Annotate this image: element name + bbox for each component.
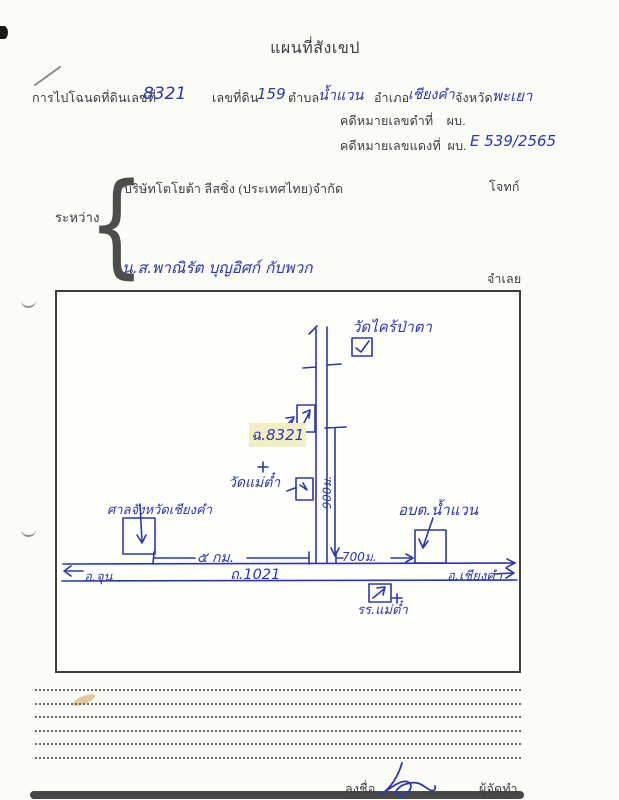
sao-arrow-shaft (423, 518, 433, 547)
courthouse-box (123, 518, 155, 554)
province-value: พะเยา (492, 87, 533, 105)
direction-west-label: อ.จุน (84, 570, 113, 585)
distance-900m-label: 900ม. (320, 475, 334, 509)
defendant-role-label: จำเลย (487, 272, 522, 286)
label-province: จังหวัด (455, 91, 493, 105)
label-subdistrict: ตำบล (288, 91, 320, 105)
deed-number-value: 8321 (143, 84, 187, 104)
sign-label: ลงชื่อ (345, 782, 376, 796)
school-inner-arrow (373, 589, 384, 598)
paper-smudge (71, 692, 96, 708)
sao-box (415, 530, 446, 563)
sketch-map-drawing (57, 292, 519, 671)
ruled-line (35, 730, 521, 732)
ruled-line (35, 743, 521, 745)
ruled-line (35, 689, 521, 691)
label-deed-no: การไปโฉนดที่ดินเลขที่ (32, 91, 157, 105)
case-black-number-line: คดีหมายเลขดำที่ ผบ. (340, 114, 466, 128)
subdistrict-value: น้ำแวน (318, 88, 364, 104)
signature (372, 757, 457, 800)
maetam-inner-arrow (300, 483, 307, 490)
label-district: อำเภอ (374, 91, 410, 105)
ruled-line (35, 716, 521, 718)
direction-east-label: อ.เชียงคำ (447, 569, 503, 584)
courthouse-label: ศาลจังหวัดเชียงคำ (107, 503, 213, 518)
distance-5km-label: ๕ กม. (197, 550, 235, 566)
highway-top-line (63, 563, 515, 564)
temple-top-check (356, 341, 369, 352)
case-red-number-value: E 539/2565 (470, 132, 557, 150)
plot-label: ฉ.8321 (249, 423, 306, 447)
brace-glyph: { (88, 160, 146, 290)
scan-corner-mark (0, 26, 8, 39)
crossing-tick-left (303, 367, 316, 368)
sao-label: อบต.น้ำแวน (398, 501, 479, 519)
temple-maetam-label: วัดแม่ต๋ำ (228, 475, 281, 491)
crossing-tick-right (327, 364, 341, 365)
pen-stroke-mark (33, 64, 63, 88)
sketch-map-frame (55, 290, 521, 673)
plaintiff-role-label: โจทก์ (489, 180, 520, 194)
page-title: แผนที่สังเขป (270, 40, 360, 57)
distance-700m-label: 700ม. (342, 550, 377, 564)
case-red-number-label: คดีหมายเลขแดงที่ ผบ. (340, 139, 467, 153)
road-number-label: ถ.1021 (230, 567, 281, 583)
plaintiff-name: บริษัทโตโยต้า ลีสซิ่ง (ประเทศไทย)จำกัด (124, 182, 344, 196)
parcel-number-value: 159 (257, 85, 286, 103)
school-label: รร.แม่ต๋ำ (357, 603, 408, 618)
ruled-line (35, 703, 521, 705)
defendant-name: น.ส.พาณิรัต บุญอิศก์ กับพวก (122, 259, 313, 277)
punch-hole-top (21, 298, 36, 308)
district-value: เชียงคำ (408, 87, 455, 103)
maetam-connector (287, 488, 295, 491)
punch-hole-bottom (21, 527, 36, 537)
temple-top-label: วัดไคร้ป่าตา (352, 318, 432, 336)
between-label: ระหว่าง (55, 210, 100, 225)
maker-label: ผู้จัดทำ (479, 782, 518, 796)
label-parcel-no: เลขที่ดิน (212, 91, 259, 105)
